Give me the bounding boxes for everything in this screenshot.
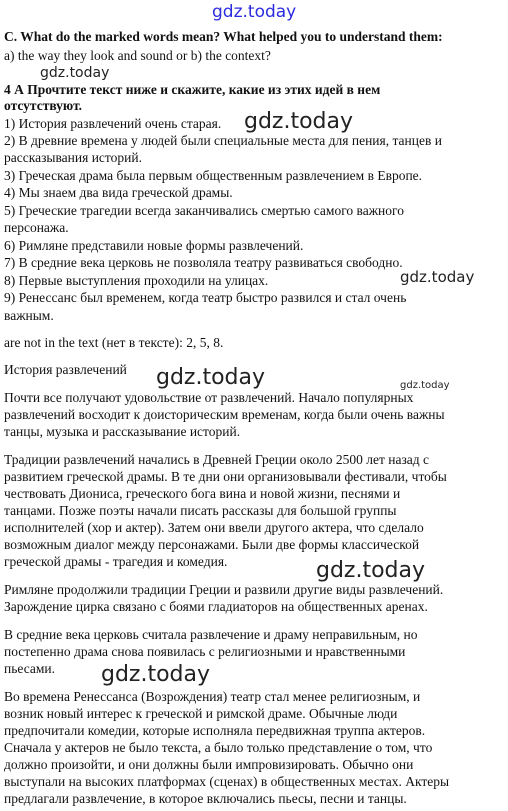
task4-item: 1) История развлечений очень старая. (4, 116, 222, 131)
task4-title-line2: отсутствуют. (4, 98, 83, 113)
article-title: История развлечений (4, 362, 127, 377)
task4-item: важным. (4, 308, 54, 323)
article-line: Традиции развлечений начались в Древней Греции около 2500 лет назад с (4, 452, 430, 467)
task4-item: 3) Греческая драма была первым общественным развлечением в Европе. (4, 168, 423, 183)
task4-item: 7) В средние века церковь не позволяла театру развиваться свободно. (4, 255, 403, 270)
task4-item: 4) Мы знаем два вида греческой драмы. (4, 185, 233, 200)
article-line: предлагали развлечение, в которое включались пьесы, песни и танцы. (4, 791, 407, 806)
watermark: gdz.today (156, 365, 266, 390)
article-line: развитием греческой драмы. В те дни они организовывали фестивали, чтобы (4, 469, 447, 484)
task4-item: персонажа. (4, 220, 69, 235)
article-line: выступали на высоких платформах (сценах) в общественных местах. Актеры (4, 774, 450, 789)
article-line: Зарождение цирка связано с боями гладиаторов на общественных аренах. (4, 599, 428, 614)
article-line: пьесами. (4, 661, 56, 676)
watermark: gdz.today (400, 380, 450, 391)
article-line: развлечений восходит к доисторическим временам, когда были очень важны (4, 407, 445, 422)
article-line: Во времена Ренессанса (Возрождения) театр стал менее религиозным, и (4, 689, 421, 704)
watermark: gdz.today (40, 65, 110, 81)
article-line: предпочитали комедии, которые исполняла передвижная труппа актеров. (4, 723, 426, 738)
task4-item: 5) Греческие трагедии всегда заканчивались смертью самого важного (4, 203, 404, 218)
task4-item: 9) Ренессанс был временем, когда театр быстро развился и стал очень (4, 290, 407, 305)
article-line: возник новый интерес к греческой и римской драме. Обычные люди (4, 706, 398, 721)
watermark: gdz.today (244, 109, 354, 134)
article-line: греческой драмы - трагедия и комедия. (4, 554, 228, 569)
task4-item: рассказывания историй. (4, 150, 142, 165)
article-line: танцы, музыка и рассказывание историй. (4, 424, 241, 439)
exercise-c-title: C. What do the marked words mean? What helped you to understand them: (4, 29, 443, 44)
task4-item: 2) В древние времена у людей были специальные места для пения, танцев и (4, 133, 442, 148)
watermark: gdz.today (400, 268, 475, 286)
task4-answer: are not in the text (нет в тексте): 2, 5, 8. (4, 335, 224, 350)
article-line: должно произойти, и они должны были импровизировать. Обычно они (4, 757, 414, 772)
watermark: gdz.today (316, 558, 426, 583)
watermark: gdz.today (101, 662, 211, 687)
task4-item: 6) Римляне представили новые формы развлечений. (4, 238, 304, 253)
article-line: чествовать Диониса, греческого бога вина и новой жизни, песнями и (4, 486, 401, 501)
exercise-c-options: a) the way they look and sound or b) the context? (4, 48, 271, 63)
task4-title-line1: 4 А Прочтите текст ниже и скажите, какие из этих идей в нем (4, 82, 381, 97)
article-line: В средние века церковь считала развлечение и драму неправильным, но (4, 627, 418, 642)
article-line: возможным диалог между персонажами. Были две формы классической (4, 537, 420, 552)
article-line: Сначала у актеров не было текста, а было только представление о том, что (4, 740, 433, 755)
article-line: исполнителей (хор и актер). Затем они ввели другого актера, что сделало (4, 520, 424, 535)
article-line: танцами. Позже поэты начали писать рассказы для большой группы (4, 503, 397, 518)
article-line: Римляне продолжили традиции Греции и развили другие виды развлечений. (4, 582, 444, 597)
watermark-top: gdz.today (212, 2, 297, 22)
article-line: Почти все получают удовольствие от развлечений. Начало популярных (4, 390, 414, 405)
task4-item: 8) Первые выступления проходили на улицах. (4, 273, 269, 288)
article-line: постепенно драма снова появилась с религиозными и нравственными (4, 644, 406, 659)
